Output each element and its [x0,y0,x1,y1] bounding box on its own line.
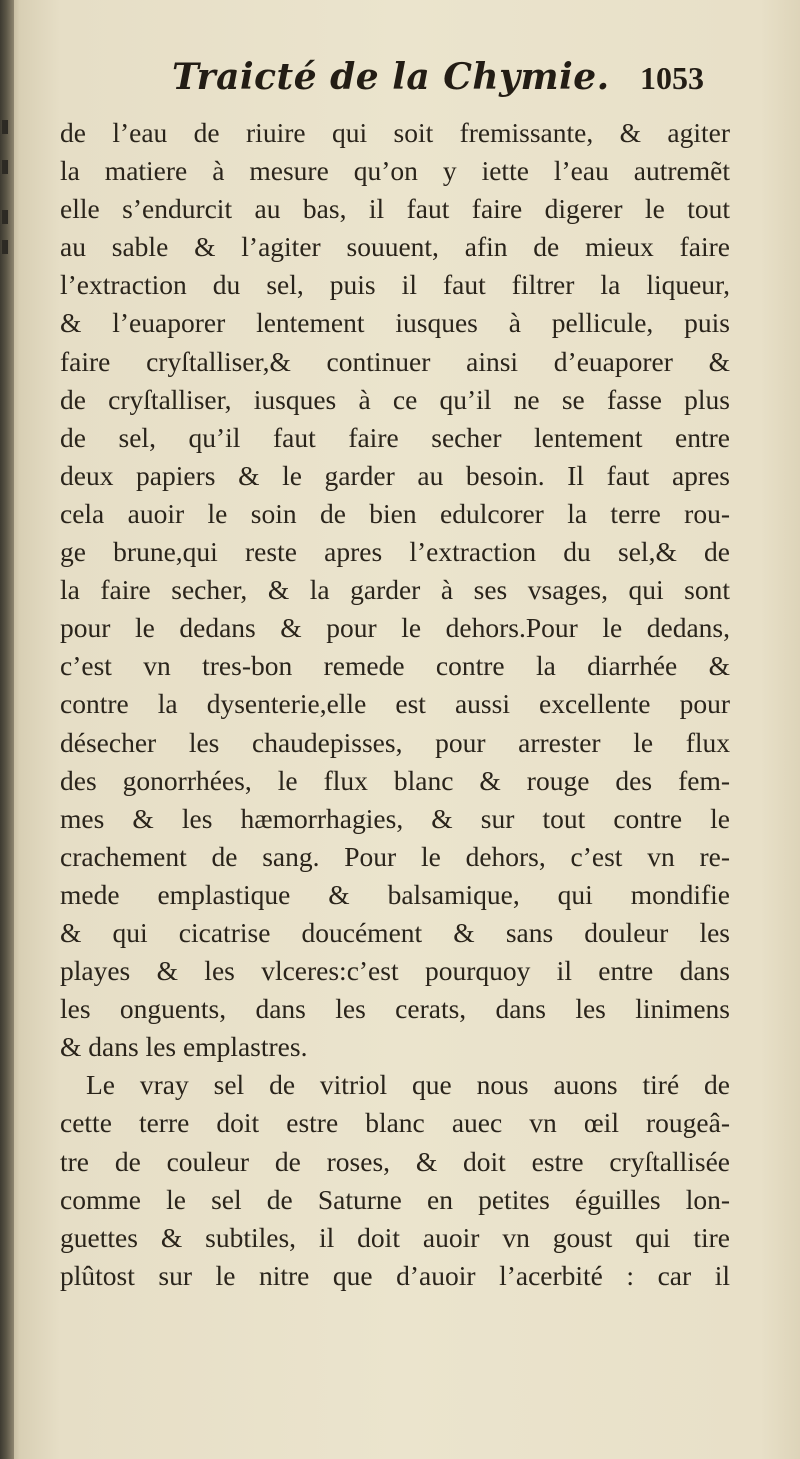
text-line: mede emplastique & balsamique, qui mondifie [60,878,730,910]
text-line: mes & les hæmorrhagies, & sur tout contre le [60,802,730,834]
facing-page-edge-marks [2,120,12,820]
text-line: contre la dysenterie,elle est aussi excellente pour [60,688,730,720]
text-line: plûtost sur le nitre que d’auoir l’acerbité : car il [60,1259,730,1291]
text-line: & l’euaporer lentement iusques à pellicule, puis [60,307,730,339]
running-title: Traicté de la Chymie. [172,56,610,98]
text-line: faire cryſtalliser,& continuer ainsi d’euaporer & [60,345,730,377]
page-number: 1053 [640,60,704,96]
text-line: cette terre doit estre blanc auec vn œil rougeâ- [60,1107,730,1139]
text-line: la matiere à mesure qu’on y iette l’eau autremẽt [60,155,730,187]
text-line: pour le dedans & pour le dehors.Pour le dedans, [60,612,730,644]
text-line: tre de couleur de roses, & doit estre cryſtallisée [60,1145,730,1177]
text-line-paragraph-end: & dans les emplastres. [60,1031,308,1063]
text-line: de cryſtalliser, iusques à ce qu’il ne se fasse plus [60,383,730,415]
text-line: au sable & l’agiter souuent, afin de mieux faire [60,231,730,263]
text-line-paragraph-start: Le vray sel de vitriol que nous auons tiré de [86,1069,730,1101]
text-line: désecher les chaudepisses, pour arrester le flux [60,726,730,758]
text-line: l’extraction du sel, puis il faut filtrer la liqueur, [60,269,730,301]
text-line: guettes & subtiles, il doit auoir vn goust qui tire [60,1221,730,1253]
text-line: deux papiers & le garder au besoin. Il faut apres [60,459,730,491]
text-line: de l’eau de riuire qui soit fremissante, & agiter [60,117,730,148]
text-line: comme le sel de Saturne en petites éguilles lon- [60,1183,730,1215]
body-text [60,114,730,1295]
text-line: playes & les vlceres:c’est pourquoy il entre dans [60,955,730,987]
text-line: la faire secher, & la garder à ses vsages, qui sont [60,574,730,606]
text-line: ge brune,qui reste apres l’extraction du sel,& de [60,536,730,568]
text-line: c’est vn tres-bon remede contre la diarrhée & [60,650,730,682]
page-header [0,56,800,106]
text-line: & qui cicatrise doucément & sans douleur les [60,916,730,948]
text-line: cela auoir le soin de bien edulcorer la terre rou- [60,497,730,529]
text-line: de sel, qu’il faut faire secher lentement entre [60,421,730,453]
text-line: crachement de sang. Pour le dehors, c’est vn re- [60,840,730,872]
text-line: des gonorrhées, le flux blanc & rouge des fem- [60,764,730,796]
text-line: elle s’endurcit au bas, il faut faire digerer le tout [60,193,730,225]
text-line: les onguents, dans les cerats, dans les linimens [60,993,730,1025]
